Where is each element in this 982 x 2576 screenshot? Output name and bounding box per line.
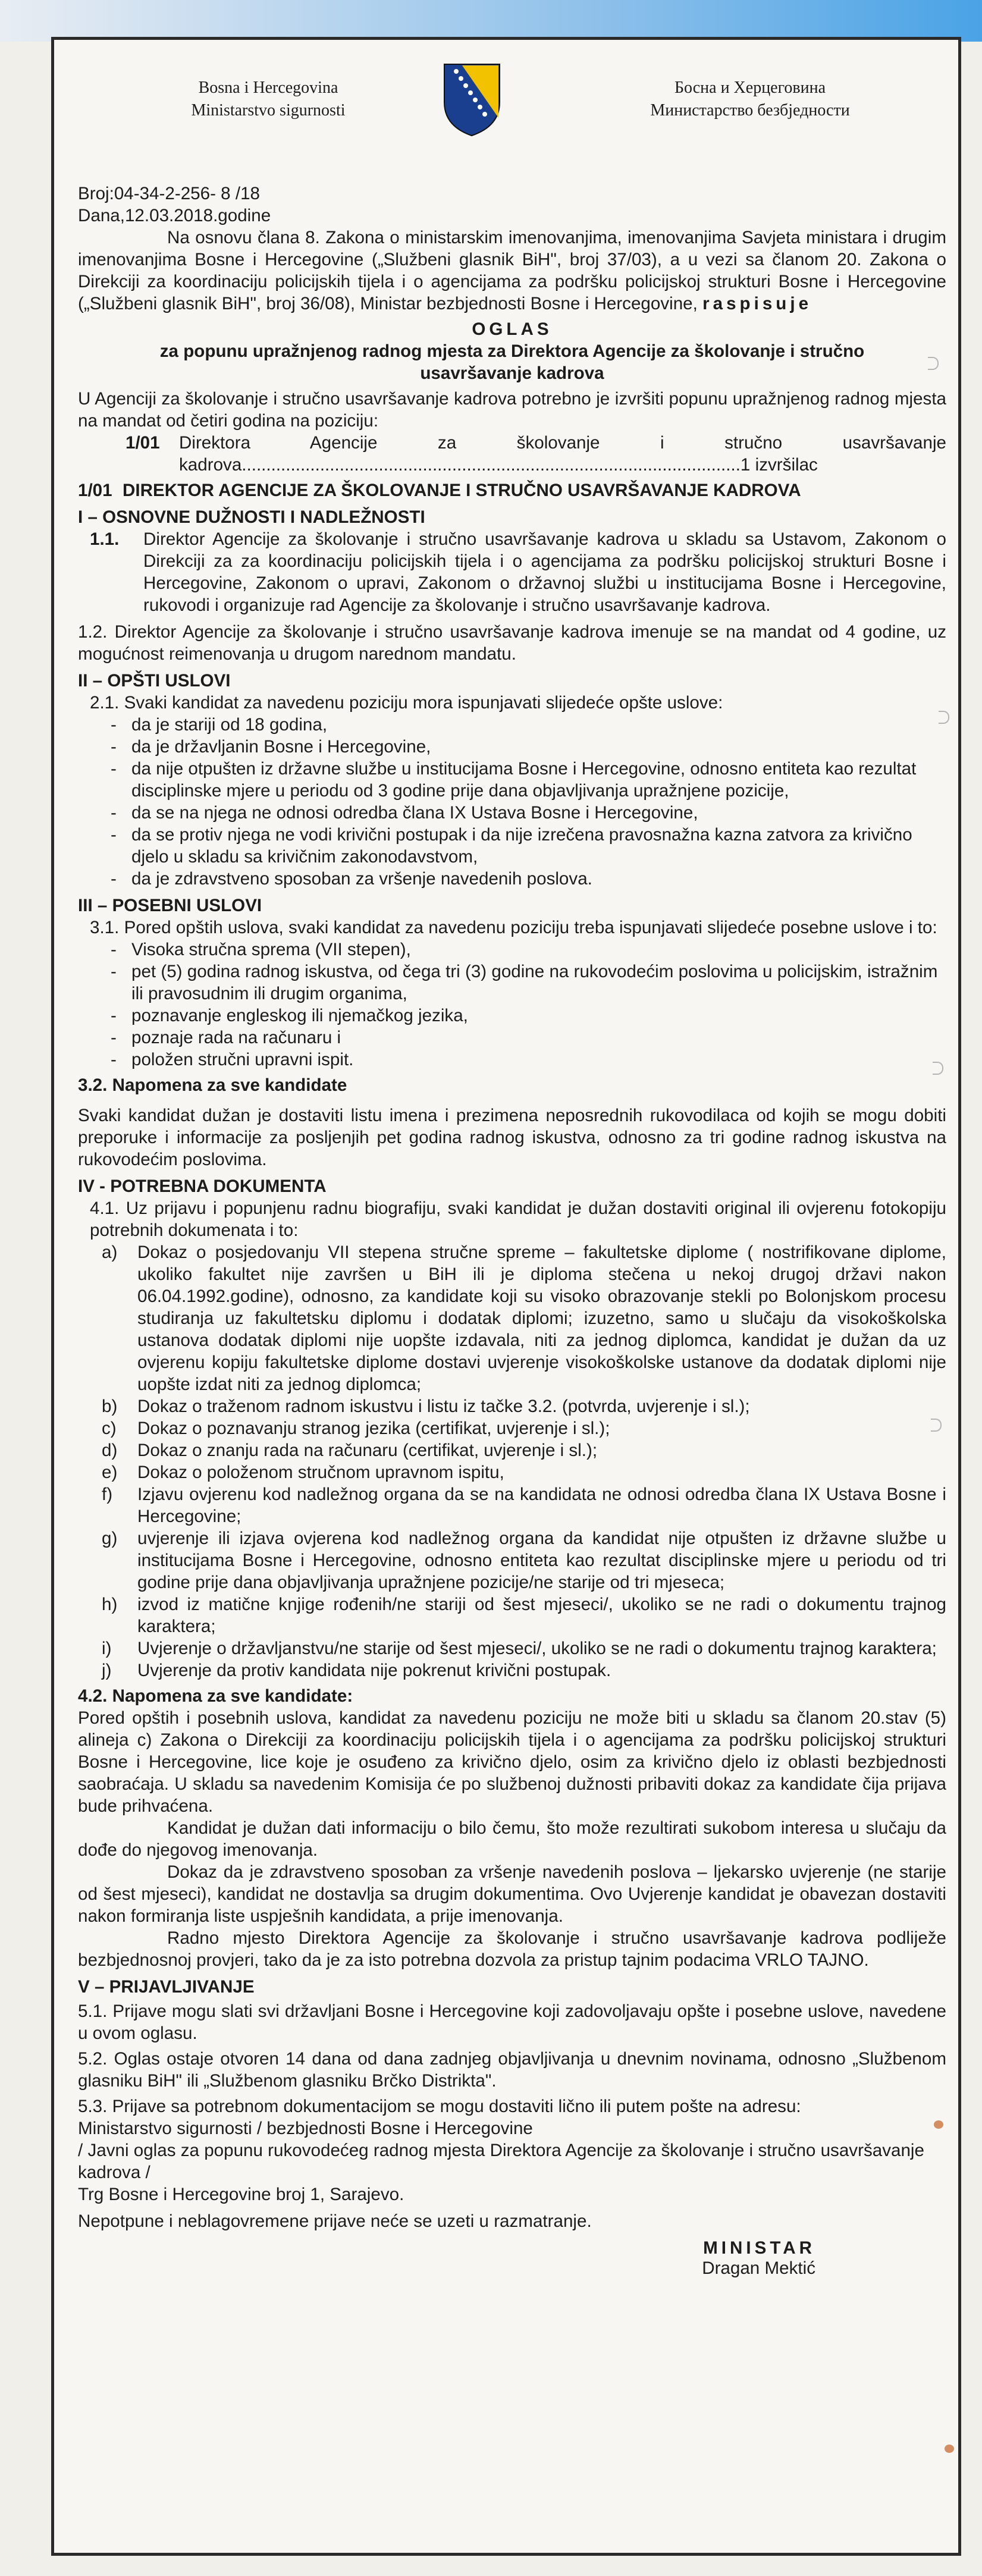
section5-p52: 5.2. Oglas ostaje otvoren 14 dana od dana zadnjeg objavljivanja u dnevnim novinama, odnosno „Službenom glasniku BiH" ili „Službenom glasniku Brčko Distrikta". [78, 2049, 946, 2091]
scan-mark-icon [928, 357, 939, 370]
section4-p42b: Kandidat je dužan dati informaciju o bilo čemu, što može rezultirati sukobom interesa u slučaju da dođe do njegovog imenovanja. [78, 1818, 946, 1860]
signature-block [78, 2238, 946, 2279]
list-item: - da je zdravstveno sposoban za vršenje navedenih poslova. [111, 869, 592, 889]
address-line: 5.3. Prijave sa potrebnom dokumentacijom se mogu dostaviti lično ili putem pošte na adresu: [78, 2097, 801, 2116]
position-line [78, 432, 946, 476]
address-line: / Javni oglas za popunu rukovodećeg radnog mjesta Direktora Agencije za školovanje i stručno usavršavanje kadrova / [78, 2141, 924, 2182]
list-item: - da nije otpušten iz državne službe u institucijama Bosne i Hercegovine, odnosno entiteta kao rezultat disciplinske mjere u periodu od 3 godine prije dana objavljivanja upražnjene pozicije, [111, 759, 917, 801]
reference-number: Broj:04-34-2-256- 8 /18 [78, 184, 260, 203]
paper-stain-mark [945, 2445, 954, 2453]
signature-title: MINISTAR [703, 2238, 815, 2258]
list-item: - Visoka stručna sprema (VII stepen), [111, 940, 411, 959]
paper-stain-mark [934, 2120, 943, 2129]
list-item: d) Dokaz o znanju rada na računaru (certifikat, uvjerenje i sl.); [102, 1441, 598, 1460]
list-item: e) Dokaz o položenom stručnom upravnom ispitu, [102, 1463, 504, 1482]
list-item: - da je državljanin Bosne i Hercegovine, [111, 737, 431, 757]
general-conditions-list [78, 714, 946, 890]
address-line: Trg Bosne i Hercegovine broj 1, Sarajevo. [78, 2185, 404, 2204]
list-item: c) Dokaz o poznavanju stranog jezika (certifikat, uvjerenje i sl.); [102, 1419, 610, 1438]
raspisuje-word: raspisuje [702, 294, 812, 313]
list-item: a) Dokaz o posjedovanju VII stepena stručne spreme – fakultetske diplome ( nostrifikovane diplome, ukoliko fakultet nije završen u BiH ili je diploma stečena u nekoj drugoj državi nakon 06.04.1992.godine), odnosno, za kandidate koji su visoko obrazovanje stekli po Bolonjskom procesu studiranja uz fakultetsku diplomu i dodatak diplomi; izuzetno, samo u slučaju da visokoškolska ustanova dodatak diplomi nije uopšte izdavala, niti za jednog diplomca, kandidat je dužan da uz ovjerenu kopiju fakultetske diplome dostavi uvjerenje visokoškolske ustanove da dodatak diplomi nije uopšte izdat niti za jednog diplomca; [102, 1242, 946, 1394]
coat-of-arms-icon [441, 61, 503, 138]
special-conditions-list [78, 939, 946, 1071]
documents-list [78, 1241, 946, 1681]
position-code: 1/01 [126, 433, 160, 453]
closing-note: Nepotpune i neblagovremene prijave neće se uzeti u razmatranje. [78, 2211, 592, 2231]
section4-p41: 4.1. Uz prijavu i popunjenu radnu biografiju, svaki kandidat je dužan dostaviti original ili ovjerenu fotokopiju potrebnih dokumenata i to: [90, 1198, 946, 1240]
list-item: h) izvod iz matične knjige rođenih/ne stariji od šest mjeseci/, ukoliko se ne radi o dokumentu trajnog karaktera; [102, 1595, 946, 1636]
notice-subtitle: za popunu upražnjenog radnog mjesta za Direktora Agencije za školovanje i stručno usavršavanje kadrova [159, 341, 865, 383]
scan-mark-icon [931, 1419, 942, 1432]
list-item: - da se protiv njega ne vodi krivični postupak i da nije izrečena pravosnažna kazna zatvora za krivično djelo u skladu sa krivičnim zakonodavstvom, [111, 825, 912, 867]
section3-p32: Svaki kandidat dužan je dostaviti listu imena i prezimena neposrednih rukovodilaca od kojih se mogu dobiti preporuke i informacije za posljenjih pet godina radnog iskustva, odnosno za tri godine radnog iskustva na rukovodećim poslovima. [78, 1106, 946, 1169]
top-color-band [0, 0, 982, 42]
section5-p53 [78, 2095, 946, 2205]
document-header [54, 52, 958, 141]
list-item: - poznaje rada na računaru i [111, 1028, 341, 1047]
list-item: g) uvjerenje ili izjava ovjerena kod nadležnog organa da kandidat nije otpušten iz državne službe u institucijama Bosne i Hercegovine, odnosno entiteta kao rezultat disciplinske mjere u periodu od tri godine prije dana objavljivanja upražnjene pozicije/ne starije od tri mjeseca; [102, 1529, 946, 1592]
section1-p12: 1.2. Direktor Agencije za školovanje i stručno usavršavanje kadrova imenuje se na mandat od 4 godine, uz mogućnost reimenovanja u drugom narednom mandatu. [78, 622, 946, 664]
header-country-cyrillic: Босна и Херцеговина [674, 79, 826, 97]
signature-name: Dragan Mektić [702, 2258, 815, 2278]
scan-mark-icon [933, 1062, 943, 1075]
list-item: - pet (5) godina radnog iskustva, od čega tri (3) godine na rukovodećim poslovima u policijskim, istražnim ili pravosudnim ili drugim organima, [111, 962, 938, 1003]
address-line: Ministarstvo sigurnosti / bezbjednosti Bosne i Hercegovine [78, 2119, 533, 2138]
header-country-latin: Bosna i Hercegovina [198, 79, 338, 97]
list-item: f) Izjavu ovjerenu kod nadležnog organa da se na kandidata ne odnosi odredba člana IX Ustava Bosne i Hercegovine; [102, 1485, 946, 1526]
position-text: Direktora Agencije za školovanje i stručno usavršavanje kadrova......................................................................................................1 izvršilac [179, 433, 946, 475]
section2-heading: II – OPŠTI USLOVI [78, 671, 231, 691]
header-ministry-latin: Ministarstvo sigurnosti [191, 101, 346, 120]
p11-text: Direktor Agencije za školovanje i stručno usavršavanje kadrova u skladu sa Ustavom, Zakonom o Direkciji za za koordinaciju policijskih tijela i o agencijama za podršku policijskoj strukturi Bosne i Hercegovine, Zakonom o upravi, Zakonom o državnoj službi u institucijama Bosne i Hercegovine, rukovodi i organizuje rad Agencije za školovanje i stručno usavršavanje kadrova. [143, 529, 946, 615]
section4-p42d: Radno mjesto Direktora Agencije za školovanje i stručno usavršavanje kadrova podliježe bezbjednosnoj provjeri, tako da je za isto potrebna dozvola za pristup tajnim podacima VRLO TAJNO. [78, 1928, 946, 1970]
section4-heading: IV - POTREBNA DOKUMENTA [78, 1176, 327, 1196]
section3-p31: 3.1. Pored opštih uslova, svaki kandidat za navedenu poziciju treba ispunjavati slijedeće posebne uslove i to: [90, 918, 937, 937]
section1-p11 [78, 528, 946, 616]
list-item: - da je stariji od 18 godina, [111, 715, 328, 735]
section5-heading: V – PRIJAVLJIVANJE [78, 1977, 255, 1997]
intro-text: Na osnovu člana 8. Zakona o ministarskim imenovanjima, imenovanjima Savjeta ministara i drugim imenovanjima Bosne i Hercegovine („Službeni glasnik BiH", broj 37/03), a u vezi sa članom 20. Zakona o Direkciji za koordinaciju policijskih tijela i o agencijama za podršku policijskoj strukturi Bosne i Hercegovine („Službeni glasnik BiH", broj 36/08), Ministar bezbjednosti Bosne i Hercegovine, [78, 228, 946, 313]
section1-heading: I – OSNOVNE DUŽNOSTI I NADLEŽNOSTI [78, 507, 425, 527]
notice-document [51, 37, 961, 2556]
header-latin [143, 77, 393, 122]
reference-date: Dana,12.03.2018.godine [78, 206, 271, 225]
section3-heading: III – POSEBNI USLOVI [78, 896, 262, 915]
list-item: i) Uvjerenje o državljanstvu/ne starije od šest mjeseci/, ukoliko se ne radi o dokumentu trajnog karaktera; [102, 1639, 937, 1658]
list-item: - položen stručni upravni ispit. [111, 1050, 354, 1069]
position-heading [78, 479, 946, 501]
section4-p42a: Pored opštih i posebnih uslova, kandidat za navedenu poziciju ne može biti u skladu sa članom 20.stav (5) alineja c) Zakona o Direkciji za koordinaciju policijskih tijela i o agencijama za podršku policijskoj strukturi Bosne i Hercegovine, lice koje je osuđeno za krivično djelo, osim za krivično djelo iz oblasti bezbjednosti saobraćaja. U skladu sa navedenim Komisija će po službenoj dužnosti pribaviti dokaz za kandidate čija prijava bude prihvaćena. [78, 1708, 946, 1816]
position-heading-text: DIREKTOR AGENCIJE ZA ŠKOLOVANJE I STRUČNO USAVRŠAVANJE KADROVA [123, 481, 801, 500]
document-body [78, 183, 946, 2279]
list-item: j) Uvjerenje da protiv kandidata nije pokrenut krivični postupak. [102, 1661, 611, 1680]
section4-p42c: Dokaz da je zdravstveno sposoban za vršenje navedenih poslova – ljekarsko uvjerenje (ne starije od šest mjeseci), kandidat ne dostavlja sa drugim dokumentima. Ovo Uvjerenje kandidat je obavezan dostaviti nakon formiranja liste uspješnih kandidata, a prije imenovanja. [78, 1862, 946, 1926]
section2-p21: 2.1. Svaki kandidat za navedenu poziciju mora ispunjavati slijedeće opšte uslove: [90, 693, 723, 713]
position-heading-code: 1/01 [78, 481, 112, 500]
header-ministry-cyrillic: Министарство безбједности [650, 101, 850, 120]
scan-mark-icon [939, 711, 949, 724]
notice-title: OGLAS [472, 319, 553, 339]
p11-number: 1.1. [90, 529, 120, 549]
section3-p32-heading: 3.2. Napomena za sve kandidate [78, 1075, 347, 1095]
section4-p42-heading: 4.2. Napomena za sve kandidate: [78, 1686, 353, 1706]
agency-intro: U Agenciji za školovanje i stručno usavršavanje kadrova potrebno je izvršiti popunu upražnjenog radnog mjesta na mandat od četiri godina na poziciju: [78, 389, 946, 431]
list-item: b) Dokaz o traženom radnom iskustvu i listu iz tačke 3.2. (potvrda, uvjerenje i sl.); [102, 1397, 750, 1416]
intro-paragraph [78, 227, 946, 315]
list-item: - poznavanje engleskog ili njemačkog jezika, [111, 1006, 468, 1025]
section5-p51: 5.1. Prijave mogu slati svi državljani Bosne i Hercegovine koji zadovoljavaju opšte i posebne uslove, navedene u ovom oglasu. [78, 2001, 946, 2043]
list-item: - da se na njega ne odnosi odredba člana IX Ustava Bosne i Hercegovine, [111, 803, 698, 823]
header-cyrillic [595, 77, 905, 122]
